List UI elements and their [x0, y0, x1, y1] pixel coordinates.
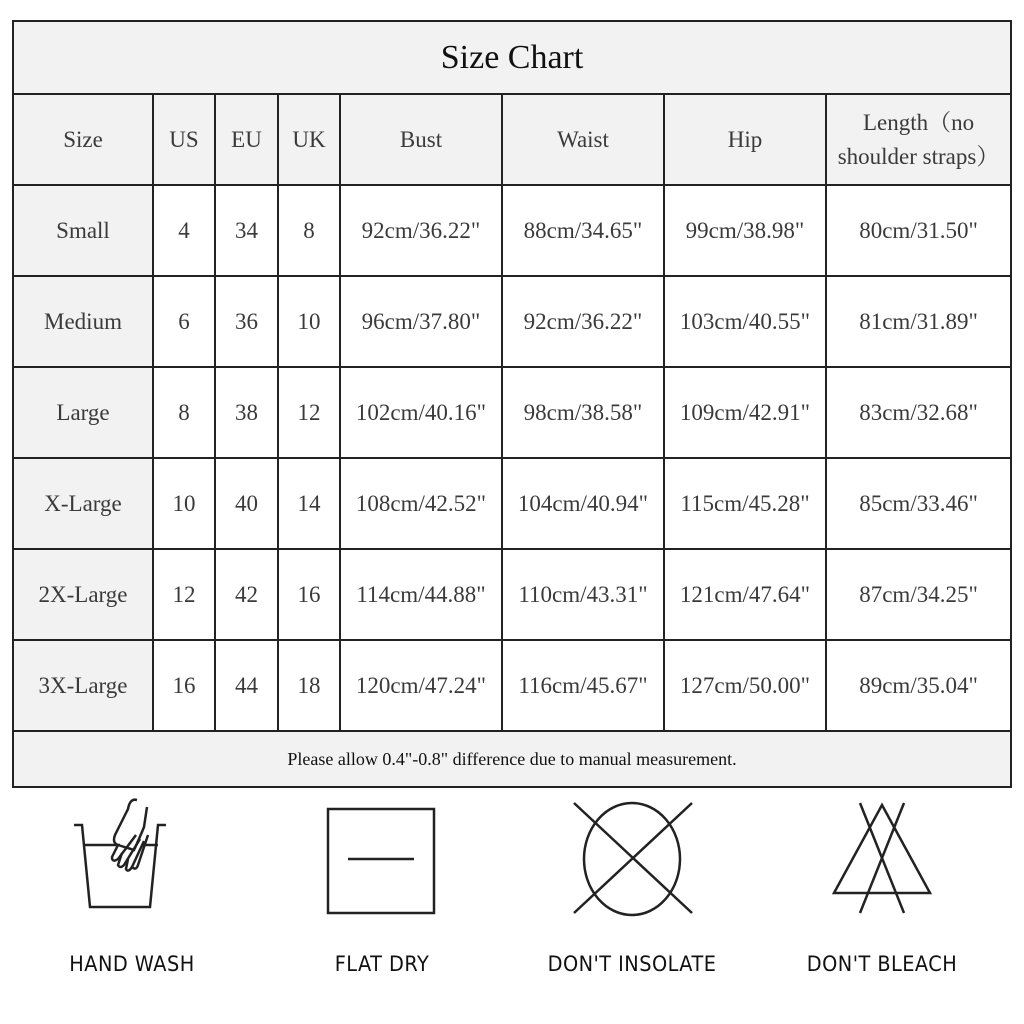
column-header: Bust	[340, 94, 502, 185]
table-cell: 99cm/38.98"	[664, 185, 826, 276]
table-cell: 10	[278, 276, 340, 367]
care-dont-bleach	[762, 795, 1002, 976]
table-cell: 114cm/44.88"	[340, 549, 502, 640]
table-cell: 98cm/38.58"	[502, 367, 664, 458]
size-label: Medium	[13, 276, 153, 367]
table-cell: 8	[278, 185, 340, 276]
table-cell: 92cm/36.22"	[340, 185, 502, 276]
table-row	[13, 367, 1011, 458]
table-cell: 120cm/47.24"	[340, 640, 502, 731]
column-header: EU	[215, 94, 278, 185]
table-cell: 12	[153, 549, 215, 640]
table-cell: 88cm/34.65"	[502, 185, 664, 276]
table-cell: 14	[278, 458, 340, 549]
table-cell: 104cm/40.94"	[502, 458, 664, 549]
table-cell: 116cm/45.67"	[502, 640, 664, 731]
table-cell: 10	[153, 458, 215, 549]
care-label: DON'T INSOLATE	[547, 952, 717, 976]
table-row	[13, 185, 1011, 276]
table-cell: 16	[278, 549, 340, 640]
table-cell: 121cm/47.64"	[664, 549, 826, 640]
column-header: US	[153, 94, 215, 185]
chart-title: Size Chart	[13, 21, 1011, 94]
table-cell: 18	[278, 640, 340, 731]
table-row	[13, 276, 1011, 367]
table-cell: 12	[278, 367, 340, 458]
table-cell: 103cm/40.55"	[664, 276, 826, 367]
table-row	[13, 458, 1011, 549]
table-cell: 16	[153, 640, 215, 731]
table-cell: 108cm/42.52"	[340, 458, 502, 549]
table-cell: 83cm/32.68"	[826, 367, 1011, 458]
size-label: Small	[13, 185, 153, 276]
hand-wash-icon	[62, 795, 202, 925]
flat-dry-icon	[312, 795, 452, 925]
size-label: 2X-Large	[13, 549, 153, 640]
table-cell: 109cm/42.91"	[664, 367, 826, 458]
table-cell: 42	[215, 549, 278, 640]
table-cell: 115cm/45.28"	[664, 458, 826, 549]
table-cell: 6	[153, 276, 215, 367]
dont-insolate-icon	[562, 795, 702, 925]
table-cell: 34	[215, 185, 278, 276]
column-header: Hip	[664, 94, 826, 185]
table-cell: 85cm/33.46"	[826, 458, 1011, 549]
table-cell: 44	[215, 640, 278, 731]
care-flat-dry	[262, 795, 502, 976]
size-label: Large	[13, 367, 153, 458]
table-cell: 92cm/36.22"	[502, 276, 664, 367]
table-cell: 38	[215, 367, 278, 458]
size-label: X-Large	[13, 458, 153, 549]
size-label: 3X-Large	[13, 640, 153, 731]
dont-bleach-icon	[812, 795, 952, 925]
table-cell: 89cm/35.04"	[826, 640, 1011, 731]
table-cell: 102cm/40.16"	[340, 367, 502, 458]
care-hand-wash	[12, 795, 252, 976]
table-cell: 40	[215, 458, 278, 549]
table-cell: 127cm/50.00"	[664, 640, 826, 731]
table-cell: 96cm/37.80"	[340, 276, 502, 367]
measurement-note: Please allow 0.4"-0.8" difference due to manual measurement.	[13, 731, 1011, 787]
care-dont-insolate	[512, 795, 752, 976]
table-cell: 81cm/31.89"	[826, 276, 1011, 367]
size-chart-table	[12, 20, 1012, 788]
care-label: DON'T BLEACH	[806, 952, 958, 976]
care-label: FLAT DRY	[334, 952, 430, 976]
table-cell: 4	[153, 185, 215, 276]
table-cell: 8	[153, 367, 215, 458]
column-header: Waist	[502, 94, 664, 185]
column-header: Size	[13, 94, 153, 185]
table-row	[13, 549, 1011, 640]
table-cell: 110cm/43.31"	[502, 549, 664, 640]
column-header: UK	[278, 94, 340, 185]
table-cell: 80cm/31.50"	[826, 185, 1011, 276]
table-cell: 87cm/34.25"	[826, 549, 1011, 640]
table-cell: 36	[215, 276, 278, 367]
care-label: HAND WASH	[69, 952, 195, 976]
column-header: Length（no shoulder straps）	[826, 94, 1011, 185]
table-row	[13, 640, 1011, 731]
